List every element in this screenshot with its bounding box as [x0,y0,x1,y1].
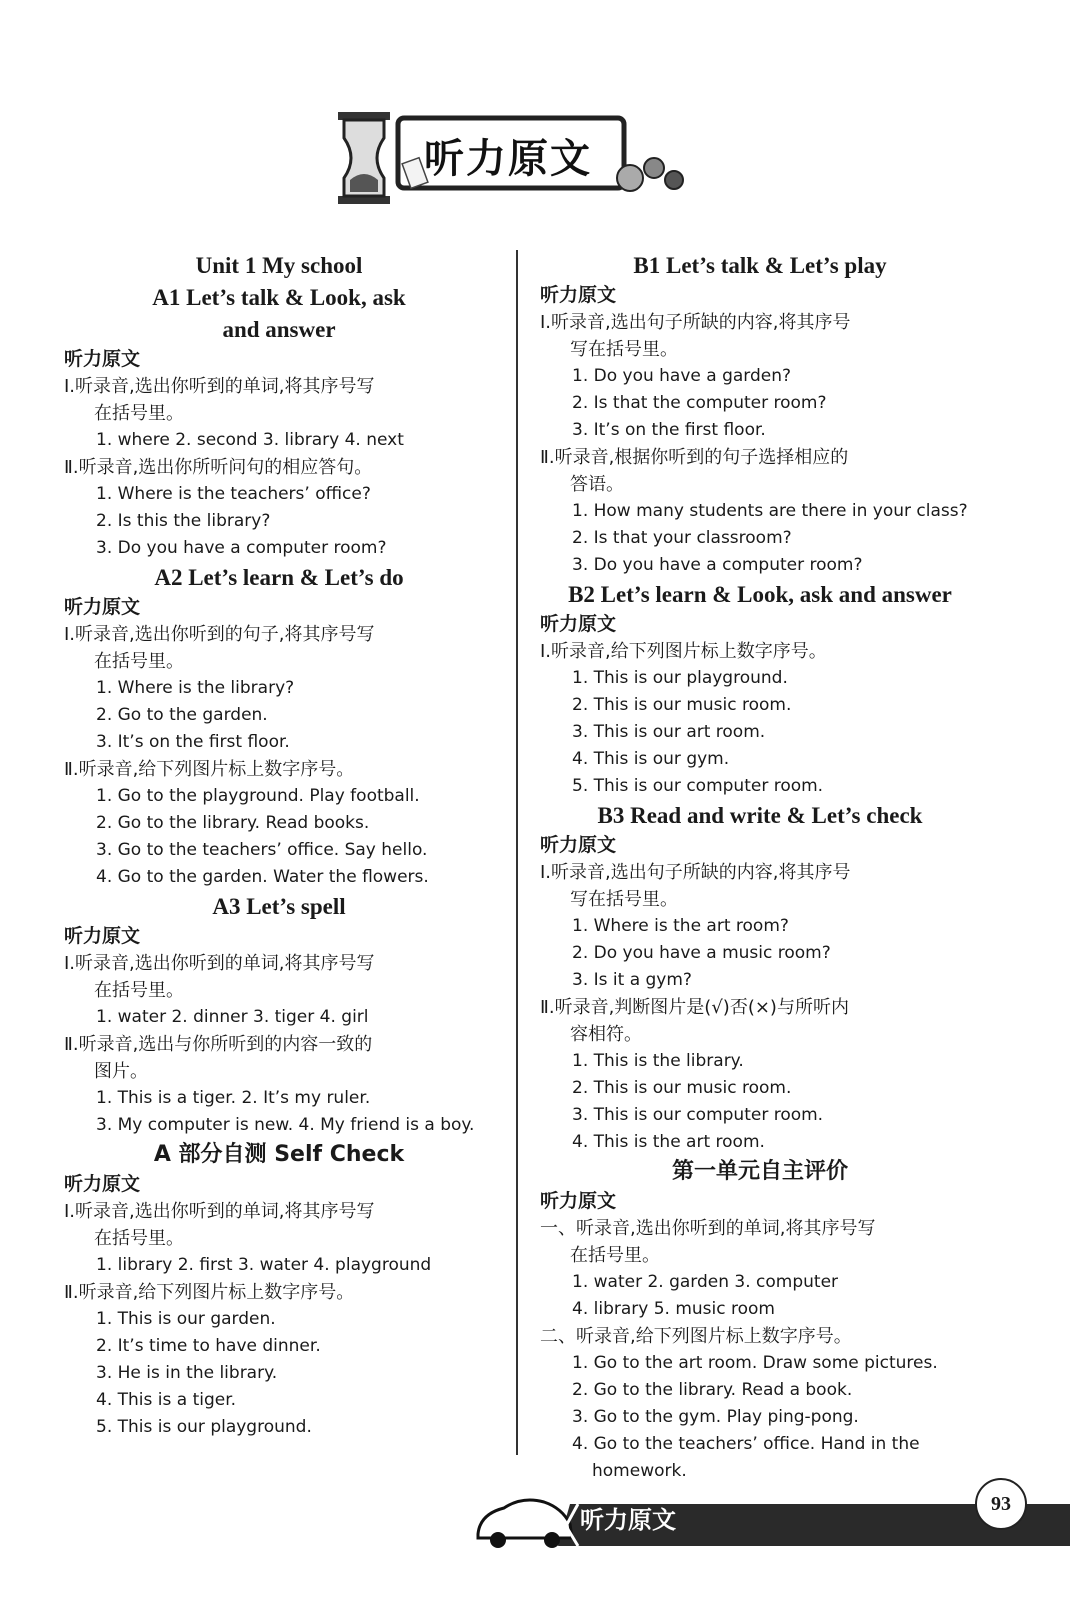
section-title-b2: B2 Let’s learn & Look, ask and answer [568,582,952,607]
question-text-cont: 在括号里。 [94,980,184,1001]
list-item: 1. This is our garden. [96,1309,276,1329]
list-item: 4. This is our gym. [572,749,730,769]
list-item: 4. Go to the teachers’ office. Hand in the [572,1434,920,1454]
unit-title: Unit 1 My school [195,253,363,278]
section-title-a1: A1 Let’s talk & Look, ask [152,285,406,310]
page-number: 93 [975,1478,1027,1530]
list-item: 2. Do you have a music room? [572,943,831,963]
list-item: 1. library 2. first 3. water 4. playground [96,1255,432,1275]
section-title-b1: B1 Let’s talk & Let’s play [633,253,887,278]
footer-label: 听力原文 [580,1506,676,1534]
list-item: 2. Is that the computer room? [572,393,827,413]
list-item: 4. library 5. music room [572,1299,775,1319]
list-item: 3. This is our art room. [572,722,766,742]
section-title-a1-cont: and answer [222,317,336,342]
left-column [64,250,494,1441]
section-title-unit-eval: 第一单元自主评价 [671,1159,848,1184]
list-item: 1. where 2. second 3. library 4. next [96,430,404,450]
list-item: 3. My computer is new. 4. My friend is a boy. [96,1115,475,1135]
list-item: 2. This is our music room. [572,695,792,715]
list-item: 2. Is this the library? [96,511,271,531]
list-item: 1. This is a tiger. 2. It’s my ruler. [96,1088,371,1108]
question-text: Ⅰ.听录音,给下列图片标上数字序号。 [540,641,827,662]
page-title: 听力原文 [424,135,592,182]
section-title-a2: A2 Let’s learn & Let’s do [154,565,404,590]
list-item: 1. Go to the playground. Play football. [96,786,420,806]
question-text: Ⅰ.听录音,选出你听到的单词,将其序号写 [64,376,375,397]
list-item: 1. water 2. dinner 3. tiger 4. girl [96,1007,369,1027]
list-item: 1. Where is the teachers’ office? [96,484,371,504]
section-title-b3: B3 Read and write & Let’s check [597,803,923,828]
question-text: Ⅰ.听录音,选出你听到的单词,将其序号写 [64,1201,375,1222]
list-item: 2. It’s time to have dinner. [96,1336,321,1356]
list-item: 2. Go to the garden. [96,705,268,725]
question-text: Ⅱ.听录音,判断图片是(√)否(×)与所听内 [540,997,849,1018]
question-text: Ⅰ.听录音,选出你听到的句子,将其序号写 [64,624,375,645]
list-item: 1. Go to the art room. Draw some pictures. [572,1353,938,1373]
section-label: 听力原文 [64,596,141,618]
list-item: 1. Do you have a garden? [572,366,792,386]
question-text: 一、听录音,选出你听到的单词,将其序号写 [540,1218,876,1239]
column-divider [516,250,518,1455]
question-text-cont: 写在括号里。 [570,339,678,360]
question-text-cont: 图片。 [94,1061,148,1082]
list-item: 3. Go to the gym. Play ping-pong. [572,1407,859,1427]
list-item: 5. This is our computer room. [572,776,824,796]
list-item: 3. He is in the library. [96,1363,278,1383]
section-label: 听力原文 [540,284,617,306]
list-item: 1. Where is the library? [96,678,295,698]
list-item: 4. This is a tiger. [96,1390,237,1410]
list-item: 2. This is our music room. [572,1078,792,1098]
list-item: 3. This is our computer room. [572,1105,824,1125]
section-label: 听力原文 [64,348,141,370]
question-text-cont: 在括号里。 [94,403,184,424]
question-text: Ⅱ.听录音,给下列图片标上数字序号。 [64,759,355,780]
question-text: Ⅱ.听录音,选出与你所听到的内容一致的 [64,1034,373,1055]
list-item: 3. Do you have a computer room? [96,538,387,558]
list-item: 2. Is that your classroom? [572,528,792,548]
right-column [540,250,980,1485]
question-text-cont: 在括号里。 [94,1228,184,1249]
question-text: Ⅱ.听录音,给下列图片标上数字序号。 [64,1282,355,1303]
question-text: Ⅱ.听录音,选出你所听问句的相应答句。 [64,457,373,478]
list-item: 1. How many students are there in your class? [572,501,968,521]
list-item: 2. Go to the library. Read a book. [572,1380,853,1400]
question-text: Ⅱ.听录音,根据你听到的句子选择相应的 [540,447,849,468]
question-text-cont: 在括号里。 [94,651,184,672]
list-item: 3. It’s on the first floor. [96,732,290,752]
list-item: 3. It’s on the first floor. [572,420,766,440]
section-title-self-check: A 部分自测 Self Check [153,1142,405,1167]
question-text-cont: 写在括号里。 [570,889,678,910]
list-item: 5. This is our playground. [96,1417,312,1437]
question-text: Ⅰ.听录音,选出你听到的单词,将其序号写 [64,953,375,974]
list-item: 1. water 2. garden 3. computer [572,1272,839,1292]
section-label: 听力原文 [540,834,617,856]
question-text-cont: 答语。 [570,474,624,495]
question-text: Ⅰ.听录音,选出句子所缺的内容,将其序号 [540,862,851,883]
list-item: 1. This is our playground. [572,668,788,688]
list-item: 2. Go to the library. Read books. [96,813,370,833]
question-text-cont: 容相符。 [570,1024,642,1045]
section-title-a3: A3 Let’s spell [212,894,346,919]
list-item: 4. Go to the garden. Water the flowers. [96,867,429,887]
section-label: 听力原文 [540,613,617,635]
section-label: 听力原文 [64,925,141,947]
question-text: 二、听录音,给下列图片标上数字序号。 [540,1326,852,1347]
list-item: 3. Is it a gym? [572,970,692,990]
section-label: 听力原文 [64,1173,141,1195]
list-item: 1. This is the library. [572,1051,744,1071]
section-label: 听力原文 [540,1190,617,1212]
list-item: 3. Go to the teachers’ office. Say hello. [96,840,428,860]
list-item-cont: homework. [592,1461,687,1481]
list-item: 1. Where is the art room? [572,916,789,936]
question-text: Ⅰ.听录音,选出句子所缺的内容,将其序号 [540,312,851,333]
question-text-cont: 在括号里。 [570,1245,660,1266]
list-item: 4. This is the art room. [572,1132,765,1152]
list-item: 3. Do you have a computer room? [572,555,863,575]
